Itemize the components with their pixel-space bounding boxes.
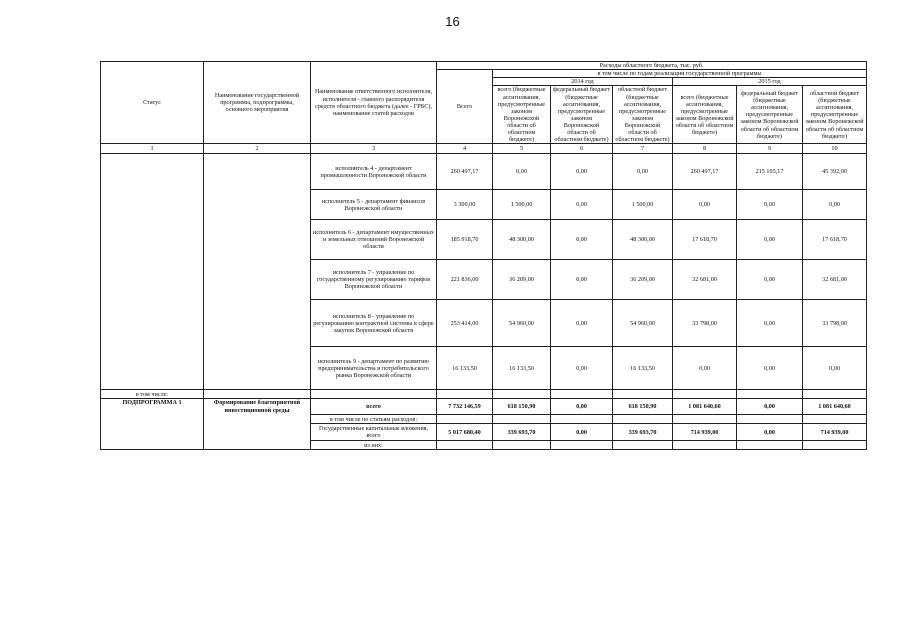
value-cell: 185 918,70 [437,220,493,260]
value-cell: 0,00 [551,424,613,441]
column-index: 5 [493,144,551,154]
value-cell: 618 150,90 [613,399,673,415]
value-cell: 0,00 [551,260,613,300]
value-cell: 339 693,70 [493,424,551,441]
value-cell: 0,00 [803,190,867,220]
header-row-1 [101,62,867,70]
subprogram-name: Формирование благоприятной инвестиционной среды [204,399,311,450]
column-index: 9 [737,144,803,154]
column-index: 3 [311,144,437,154]
value-cell: 0,00 [737,424,803,441]
value-cell: 36 209,00 [613,260,673,300]
value-cell: 54 960,00 [493,300,551,347]
value-cell: 16 133,50 [437,347,493,390]
of-them-label: из них: [311,441,437,450]
column-index: 2 [204,144,311,154]
column-index: 6 [551,144,613,154]
value-cell: 260 497,17 [437,154,493,190]
value-cell: 1 500,00 [493,190,551,220]
header-col7: областной бюджет (бюджетные ассигнования, предусмотренные законом Воронежской области об областном бюджете) [613,86,673,144]
header-executor: Наименование ответственного исполнителя, исполнителя - главного распорядителя средств областного бюджета (далее - ГРБС), наименование статей расходов [311,62,437,144]
value-cell: 5 017 680,40 [437,424,493,441]
executor-name: исполнитель 4 - департамент промышленности Воронежской области [311,154,437,190]
value-cell: 1 500,00 [613,190,673,220]
value-cell: 260 497,17 [673,154,737,190]
header-col8: всего (бюджетные ассигнования, предусмотренные законом Воронежской области об областном бюджете) [673,86,737,144]
executor-name: исполнитель 7 - управление по государственному регулированию тарифов Воронежской области [311,260,437,300]
empty-cell [493,415,551,424]
empty-cell [673,390,737,399]
empty-cell [437,415,493,424]
value-cell: 714 939,00 [803,424,867,441]
value-cell: 0,00 [673,190,737,220]
value-cell: 17 618,70 [673,220,737,260]
value-cell: 16 133,50 [493,347,551,390]
value-cell: 45 392,00 [803,154,867,190]
value-cell: 0,00 [551,347,613,390]
value-cell: 0,00 [737,399,803,415]
value-cell: 1 081 640,60 [803,399,867,415]
empty-cell [803,390,867,399]
value-cell: 1 081 640,60 [673,399,737,415]
value-cell: 36 209,00 [493,260,551,300]
value-cell: 33 798,00 [673,300,737,347]
header-by-years: в том числе по годам реализации государственной программы [493,70,867,78]
value-cell: 17 618,70 [803,220,867,260]
value-cell: 0,00 [737,190,803,220]
value-cell: 221 836,00 [437,260,493,300]
column-index-row [101,144,867,154]
subprogram-total-row [101,399,867,415]
executor-name: исполнитель 8 - управление по регулированию контрактной системы в сфере закупок Воронежской области [311,300,437,347]
value-cell: 0,00 [737,300,803,347]
value-cell: 32 681,00 [803,260,867,300]
value-cell: 16 133,50 [613,347,673,390]
value-cell: 0,00 [551,300,613,347]
column-index: 1 [101,144,204,154]
value-cell: 48 300,00 [493,220,551,260]
value-cell: 0,00 [737,220,803,260]
header-col6: федеральный бюджет (бюджетные ассигнования, предусмотренные законом Воронежской области об областном бюджете) [551,86,613,144]
column-index: 4 [437,144,493,154]
empty-cell [737,390,803,399]
empty-cell [437,390,493,399]
column-index: 10 [803,144,867,154]
header-program-name: Наименование государственной программы, подпрограммы, основного мероприятия [204,62,311,144]
empty-cell [737,415,803,424]
value-cell: 0,00 [493,154,551,190]
empty-cell [737,441,803,450]
value-cell: 0,00 [551,399,613,415]
value-cell: 33 798,00 [803,300,867,347]
empty-cell [613,441,673,450]
value-cell: 0,00 [673,347,737,390]
empty-cell [613,415,673,424]
executor-name: исполнитель 9 - департамент по развитию предпринимательства и потребительского рынка Воронежской области [311,347,437,390]
empty-cell [613,390,673,399]
table-row [101,154,867,190]
header-year-2014: 2014 год [493,78,673,86]
value-cell: 7 732 146,59 [437,399,493,415]
header-status: Статус [101,62,204,144]
header-col5: всего (бюджетные ассигнования, предусмотренные законом Воронежской области об областном бюджете) [493,86,551,144]
empty-cell [551,441,613,450]
in-that-number-row [101,390,867,399]
header-total: Всего [437,70,493,144]
header-col9: федеральный бюджет (бюджетные ассигнования, предусмотренные законом Воронежской области об областном бюджете) [737,86,803,144]
empty-cell [493,441,551,450]
subprogram-status: ПОДПРОГРАММА 1 [101,399,204,450]
empty-cell [437,441,493,450]
value-cell: 0,00 [803,347,867,390]
value-cell: 0,00 [551,220,613,260]
budget-table [100,61,867,450]
empty-cell [673,441,737,450]
subprogram-total-label: всего [311,399,437,415]
capital-label: Государственные капитальные вложения, всего [311,424,437,441]
value-cell: 0,00 [737,260,803,300]
page-number: 16 [445,14,460,29]
header-col10: областной бюджет (бюджетные ассигнования, предусмотренные законом Воронежской области об областном бюджете) [803,86,867,144]
value-cell: 0,00 [551,154,613,190]
empty-cell [493,390,551,399]
value-cell: 0,00 [551,190,613,220]
value-cell: 48 300,00 [613,220,673,260]
column-index: 8 [673,144,737,154]
value-cell: 32 681,00 [673,260,737,300]
status-cell-empty [101,154,204,390]
empty-cell [204,390,311,399]
header-expenses-title: Расходы областного бюджета, тыс. руб. [437,62,867,70]
empty-cell [551,390,613,399]
executor-name: исполнитель 5 - департамент финансов Воронежской области [311,190,437,220]
by-articles-label: в том числе по статьям расходов: [311,415,437,424]
value-cell: 3 300,00 [437,190,493,220]
executor-name: исполнитель 6 - департамент имущественных и земельных отношений Воронежской области [311,220,437,260]
value-cell: 54 960,00 [613,300,673,347]
value-cell: 339 693,70 [613,424,673,441]
column-index: 7 [613,144,673,154]
in-that-number-label: в том числе: [101,390,204,399]
empty-cell [803,415,867,424]
empty-cell [551,415,613,424]
value-cell: 618 150,90 [493,399,551,415]
empty-cell [803,441,867,450]
value-cell: 0,00 [613,154,673,190]
value-cell: 0,00 [737,347,803,390]
value-cell: 253 414,00 [437,300,493,347]
empty-cell [311,390,437,399]
value-cell: 714 939,00 [673,424,737,441]
empty-cell [673,415,737,424]
value-cell: 215 105,17 [737,154,803,190]
header-year-2015: 2015 год [673,78,867,86]
program-cell-empty [204,154,311,390]
